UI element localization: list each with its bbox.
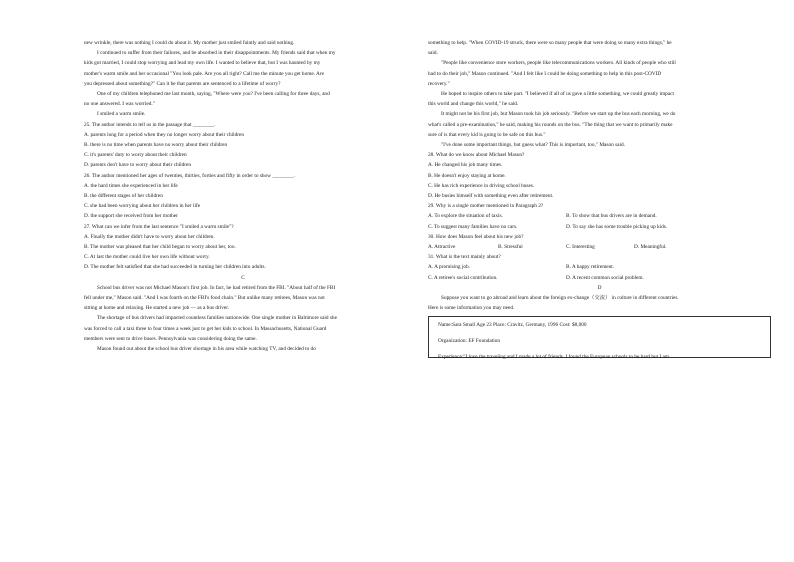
left.lines-text-line: A. the hard times she experienced in her life	[84, 182, 178, 189]
right.lines_a-text-line: C. He has rich experience in driving school buses.	[428, 182, 535, 189]
question-29-row-2	[428, 222, 771, 232]
passage-c-continued	[428, 38, 771, 211]
info-box-experience-line: Experience:"I love the traveling and I made a lot of friends. I found the European schools to be hard but I am	[438, 354, 670, 361]
right.lines_a-text-line: "I've done some important things, but guess what? This is important, too," Mason said.	[441, 142, 625, 149]
left.lines-text-line: new wrinkle, there was nothing I could do about it. My mother just smiled faintly and said nothing.	[84, 40, 295, 46]
right.lines_b-text-line: Here is some information you may need.	[428, 305, 515, 312]
question-30-options	[428, 242, 771, 252]
left.lines-text-line: One of my children telephoned me last month, saying, "Where were you? I've been calling for three days, and	[97, 91, 330, 98]
info-box-organization-line: Organization: EF Foundation	[438, 338, 500, 345]
section-heading: C	[241, 274, 245, 281]
left.lines-text-line: B. the different stages of her children	[84, 193, 163, 200]
question-31-stem: 31. What is the text mainly about?	[428, 254, 501, 261]
left.lines-text-line: I continued to suffer from their failures, and be absorbed in their disappointments. My friends said that when my	[97, 50, 336, 57]
left.lines-text-line: no one answered. I was worried."	[84, 101, 155, 108]
question-30-stem: 30. How does Mason feel about his new job?	[428, 233, 524, 240]
right.lines_a-text-line: said.	[428, 50, 438, 57]
option-31b: B. A happy retirement.	[566, 264, 615, 271]
left.lines-text-line: C. she had been worrying about her children in her life	[84, 203, 201, 210]
right.lines_a-text-line: this world and change this world," he said.	[428, 101, 519, 108]
left.lines-text-line: D. parents don't have to worry about their children	[84, 162, 192, 169]
option-30c: C. Interesting	[566, 244, 595, 251]
left.lines-text-line: I smiled a warm smile.	[97, 111, 146, 118]
question-29-row-1	[428, 211, 771, 221]
option-30a: A. Attractive	[428, 244, 456, 251]
right.lines_a-text-line: B. He doesn't enjoy staying at home.	[428, 172, 506, 179]
left.lines-text-line: you depressed about something?" Can it be that parents are sentenced to a lifetime of worry?	[84, 80, 281, 87]
left.lines-text-line: 26. The author mentioned her ages of twenties, thirties, forties and fifty in order to show ________.	[84, 172, 295, 179]
left-column	[84, 38, 402, 354]
left.lines-text-line: was forced to call a taxi three to four times a week just to get her kids to school. In Massachusetts, National Guard	[84, 325, 327, 332]
left.lines-text-line: sitting at home and relaxing. He started a new job — as a bus driver.	[84, 305, 230, 312]
option-31c: C. A retiree's social contribution.	[428, 274, 498, 281]
right.lines_b-text-line: Suppose you want to go abroad and learn about the foreign ex-change（交流） in culture in different countries.	[441, 295, 679, 302]
right.lines_a-text-line: "People like convenience store workers, people like telecommunications workers. All kinds of people who still	[441, 60, 676, 67]
right.lines_a-text-line: what's called a pre-examination," he said, making his rounds on the bus. "The thing that we want to primarily make	[428, 121, 673, 128]
left.lines-text-line: C. it's parents' duty to worry about their children	[84, 152, 187, 159]
info-box	[428, 316, 771, 361]
right.lines_a-text-line: 29. Why is a single mother mentioned in Paragraph 2?	[428, 203, 544, 210]
info-box-name-line: Name:Sara Small Age 23 Place: Cravitz, Germany, 1996 Cost: $8,000	[438, 322, 587, 329]
left.lines-text-line: kids got married, I could stop worrying and lead my own life. I wanted to believe that, but I was haunted by my	[84, 60, 321, 67]
left.lines-text-line: D. the support she received from her mother	[84, 213, 178, 220]
option-30d: D. Meaningful.	[634, 244, 667, 251]
left.lines-text-line: 27. What can we infer from the last sentence "I smiled a warm smile"?	[84, 223, 234, 230]
option-31d: D. A recent common social problem.	[566, 274, 644, 281]
right.lines_a-text-line: had to do their job," Mason continued. "And I felt like I could be doing something to help in this post-COVID	[428, 70, 662, 77]
option-29c: C. To suggest many families have no cars.	[428, 223, 518, 230]
option-29a: A. To explore the situation of taxis.	[428, 213, 503, 220]
question-31-row-1	[428, 262, 771, 272]
left.lines-text-line: D. The mother felt satisfied that she had succeeded in turning her children into adults.	[84, 264, 266, 271]
right.lines_a-text-line: D. He busies himself with something even after retirement.	[428, 193, 554, 200]
right.lines_a-text-line: He hoped to inspire others to take part. "I believed if all of us gave a little something, we could greatly impact	[441, 91, 674, 98]
passage-d-intro	[428, 293, 771, 313]
left.lines-text-line: mother's warm smile and her occasional "You look pale. Are you all right? Call me the minute you get home. Are	[84, 70, 325, 77]
left.lines-text-line: B. there is no time when parents have no worry about their children	[84, 142, 228, 149]
option-30b: B. Stressful	[498, 244, 523, 251]
left.lines-text-line: The shortage of bus drivers had impacted countless families nationwide. One single mother in Baltimore said she	[97, 315, 337, 322]
left.lines-text-line: A. parents long for a period when they no longer worry about their children	[84, 131, 245, 138]
left.lines-text-line: Mason found out about the school bus driver shortage in his area while watching TV, and decided to do	[97, 346, 316, 353]
section-heading-d: D	[597, 284, 602, 291]
left.lines-text-line: School bus driver was not Michael Mason's first job. In fact, he had retired from the FBI. "About half of the FBI	[97, 284, 336, 291]
left.lines-text-line: fell under me," Mason said. "And I was fourth on the FBI's food chain." But unlike many retirees, Mason was not	[84, 295, 325, 302]
right.lines_a-text-line: recovery."	[428, 80, 450, 87]
option-31a: A. A promising job.	[428, 264, 470, 271]
left.lines-text-line: A. Finally the mother didn't have to worry about her children.	[84, 233, 215, 240]
right.lines_a-text-line: sure of is that every kid is going to be safe on this bus."	[428, 131, 546, 138]
option-29d: D. To say she has some trouble picking up kids.	[566, 223, 668, 230]
right.lines_a-text-line: It might not be his first job, but Mason took his job seriously. "Before we start up the bus each morning, we do	[441, 111, 676, 118]
option-29b: B. To show that bus drivers are in demand.	[566, 213, 657, 220]
left.lines-text-line: members were sent to drive buses. Pennsylvania was considering doing the same.	[84, 335, 257, 342]
left.lines-text-line: 25. The author intends to tell us in the passage that ________.	[84, 121, 216, 128]
right.lines_a-text-line: 28. What do we know about Michael Mason?	[428, 152, 525, 159]
right-column	[428, 38, 771, 361]
question-31-row-2	[428, 273, 771, 283]
right.lines_a-text-line: A. He changed his job many times.	[428, 162, 503, 169]
left.lines-text-line: C. At last the mother could live her own life without worry.	[84, 254, 210, 261]
right.lines_a-text-line: something to help. "When COVID-19 struck, there were so many people that were doing so many extra things," he	[428, 40, 672, 46]
left.lines-text-line: B. The mother was pleased that her child began to worry about her, too.	[84, 244, 236, 251]
